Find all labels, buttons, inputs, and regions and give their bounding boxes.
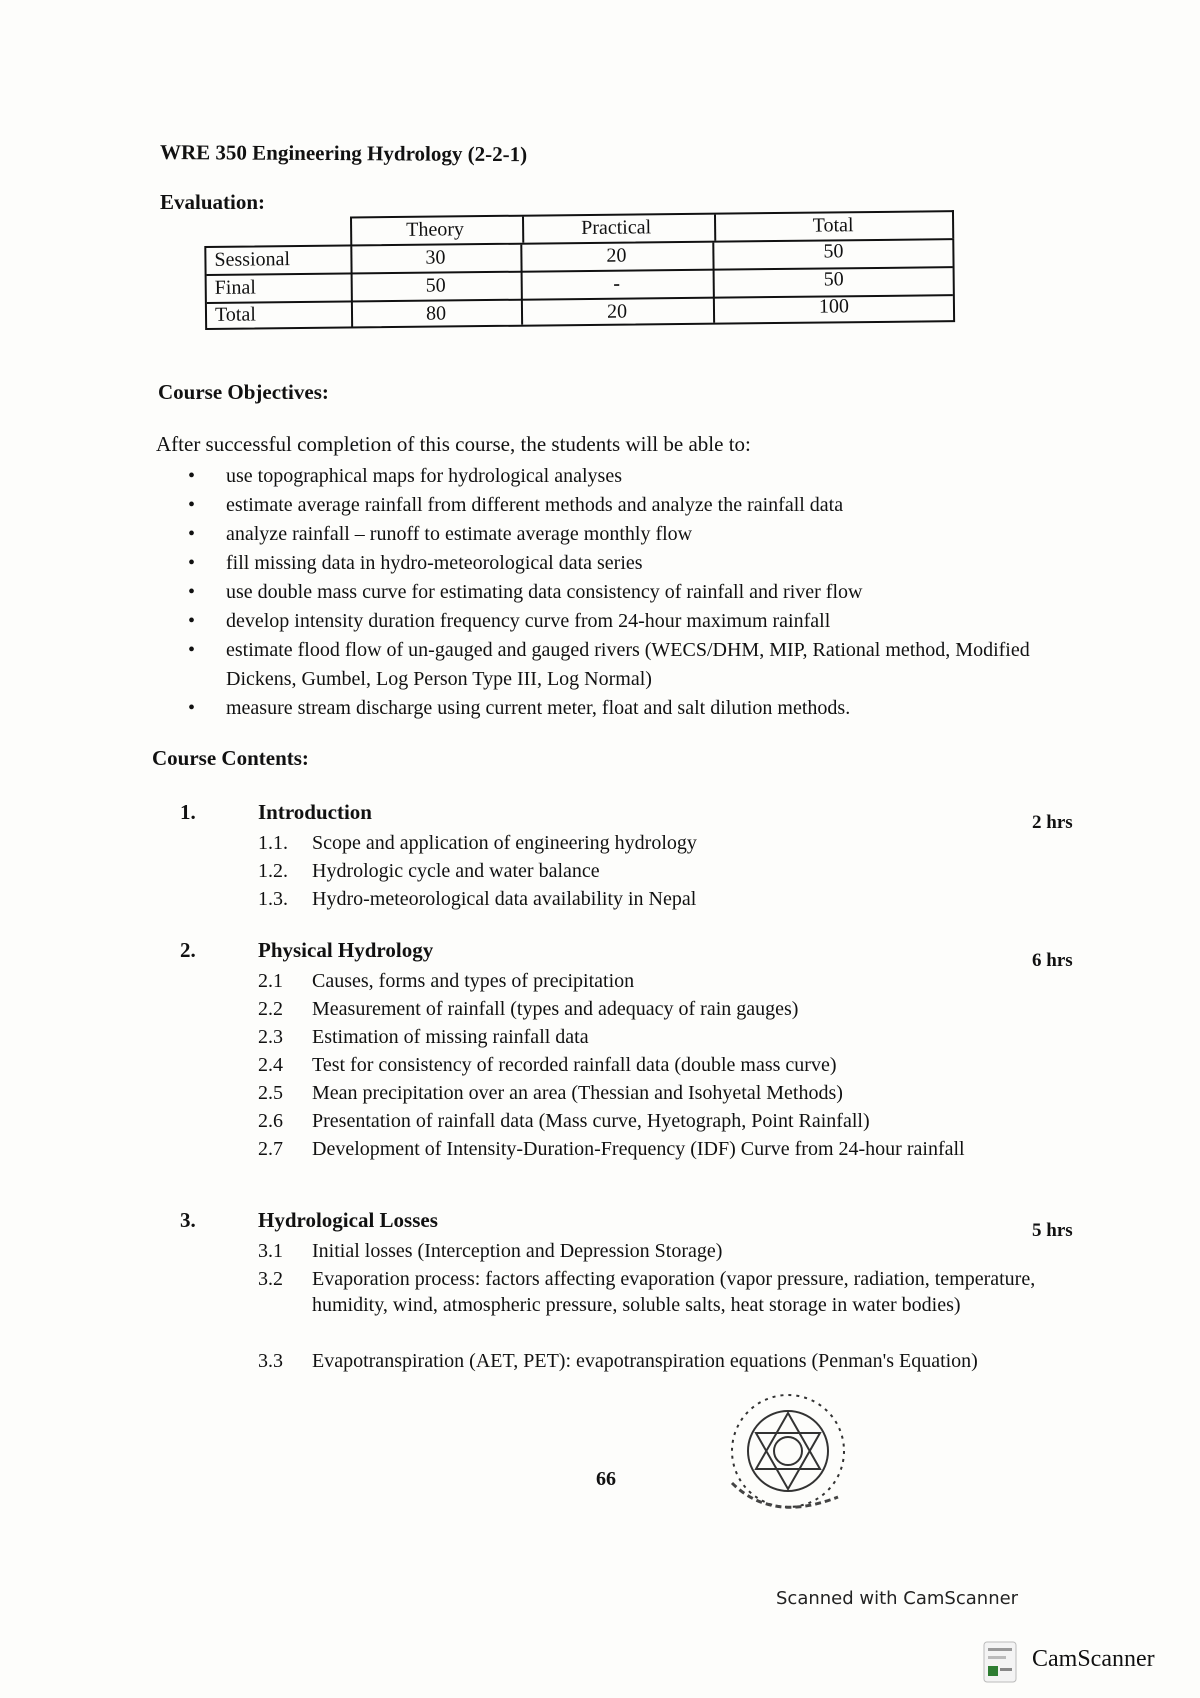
objectives-intro: After successful completion of this course, the students will be able to: <box>156 432 751 456</box>
bullet-icon: • <box>188 494 196 516</box>
evaluation-heading: Evaluation: <box>160 190 266 214</box>
contents-heading: Course Contents: <box>152 746 309 770</box>
table-cell: 50 <box>823 240 844 263</box>
list-item: • estimate average rainfall from different methods and analyze the rainfall data <box>188 491 1088 520</box>
page-number: 66 <box>596 1468 616 1490</box>
chapter-title: Introduction <box>258 800 372 824</box>
topic-item: 2.2 Measurement of rainfall (types and adequacy of rain gauges) <box>258 998 799 1020</box>
chapter-hours: 6 hrs <box>1032 950 1073 971</box>
evaluation-table <box>204 210 955 330</box>
objectives-heading: Course Objectives: <box>158 380 329 404</box>
table-cell: - <box>613 272 621 295</box>
bullet-icon: • <box>188 465 196 487</box>
bullet-icon: • <box>188 639 196 661</box>
table-cell: 30 <box>425 246 446 269</box>
topic-item: 3.1 Initial losses (Interception and Depression Storage) <box>258 1240 723 1262</box>
table-cell: 20 <box>606 300 628 323</box>
row-label-sessional: Sessional <box>214 248 291 271</box>
chapter-hours: 2 hrs <box>1032 812 1073 833</box>
topic-item: 2.7 Development of Intensity-Duration-Frequency (IDF) Curve from 24-hour rainfall <box>258 1138 965 1160</box>
topic-item: 3.3 Evapotranspiration (AET, PET): evapotranspiration equations (Penman's Equation) <box>258 1350 978 1372</box>
table-cell: 50 <box>425 274 446 297</box>
table-cell: 20 <box>606 244 627 267</box>
chapter-1 <box>180 800 1080 910</box>
list-item: • measure stream discharge using current meter, float and salt dilution methods. <box>188 694 1088 723</box>
table-cell: 50 <box>823 268 844 291</box>
column-header-theory: Theory <box>406 218 465 241</box>
chapter-hours: 5 hrs <box>1032 1220 1073 1241</box>
chapter-number: 1. <box>180 800 196 824</box>
bullet-icon: • <box>188 523 196 545</box>
topic-item: 1.2. Hydrologic cycle and water balance <box>258 860 600 882</box>
chapter-2 <box>180 938 1080 1178</box>
topic-item: 3.2 Evaporation process: factors affecting evaporation (vapor pressure, radiation, temperature, humidity, wind, atmospheric pressure, soluble salts, heat storage in water bodies) <box>258 1268 1036 1316</box>
course-title: WRE 350 Engineering Hydrology (2-2-1) <box>159 140 528 167</box>
bullet-icon: • <box>188 697 196 719</box>
list-item: • develop intensity duration frequency curve from 24-hour maximum rainfall <box>188 607 1088 636</box>
scanned-with-watermark: Scanned with CamScanner <box>776 1588 1019 1609</box>
row-label-total: Total <box>214 303 256 326</box>
column-header-total: Total <box>812 214 854 237</box>
list-item: • estimate flood flow of un-gauged and gauged rivers (WECS/DHM, MIP, Rational method, Modified Dickens, Gumbel, Log Person Type III, Log Normal) <box>188 636 1088 694</box>
topic-item: 2.5 Mean precipitation over an area (Thessian and Isohyetal Methods) <box>258 1082 843 1104</box>
chapter-number: 2. <box>180 938 196 962</box>
chapter-number: 3. <box>180 1208 196 1232</box>
topic-item: 1.3. Hydro-meteorological data availability in Nepal <box>258 888 697 910</box>
seal-stamp-icon <box>712 1385 864 1525</box>
table-cell: 100 <box>818 295 850 318</box>
list-item: • use topographical maps for hydrological analyses <box>188 462 1088 491</box>
table-cell: 80 <box>425 302 447 325</box>
topic-item: 2.1 Causes, forms and types of precipitation <box>258 970 635 992</box>
list-item: • analyze rainfall – runoff to estimate average monthly flow <box>188 520 1088 549</box>
chapter-title: Physical Hydrology <box>258 938 434 962</box>
topic-item: 1.1. Scope and application of engineering hydrology <box>258 832 697 854</box>
column-header-practical: Practical <box>581 216 652 240</box>
chapter-3 <box>180 1208 1080 1398</box>
row-label-final: Final <box>214 276 256 299</box>
camscanner-brand: CamScanner <box>1032 1646 1155 1672</box>
topic-item: 2.4 Test for consistency of recorded rainfall data (double mass curve) <box>258 1054 837 1076</box>
camscanner-logo-icon <box>982 1640 1018 1684</box>
bullet-icon: • <box>188 610 196 632</box>
topic-item: 2.6 Presentation of rainfall data (Mass curve, Hyetograph, Point Rainfall) <box>258 1110 870 1132</box>
objectives-list <box>188 462 1088 723</box>
chapter-title: Hydrological Losses <box>258 1208 438 1232</box>
bullet-icon: • <box>188 552 196 574</box>
bullet-icon: • <box>188 581 196 603</box>
topic-item: 2.3 Estimation of missing rainfall data <box>258 1026 589 1048</box>
list-item: • fill missing data in hydro-meteorological data series <box>188 549 1088 578</box>
list-item: • use double mass curve for estimating data consistency of rainfall and river flow <box>188 578 1088 607</box>
